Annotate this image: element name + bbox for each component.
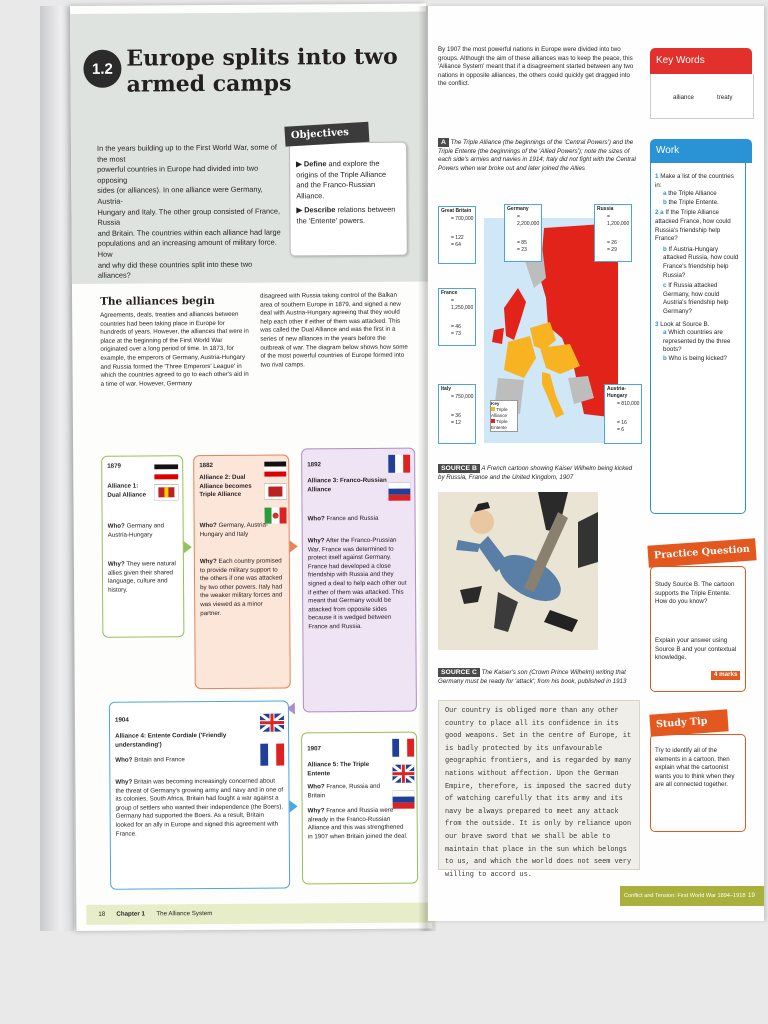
arrow-right-4 — [290, 800, 298, 812]
intro-text: In the years building up to the First World War, some of the most powerful countries in Europe had divided into two opposing sides (or alliances). In one alliance were Germany, Austria- Hungary and Italy. The other group consisted of France, Russia and Britain. The countries within each alliance had large populations and an increasing amount of military force. How and why did these countries split into these two alliances? — [96, 142, 281, 280]
alliance-box-1907: 1907 Alliance 5: The Triple Entente Who? France, Russia and Britain Why? France and Russia were already in the Franco-Russian Alliance and this was strengthened in 1907 when Britain joined the deal. — [301, 732, 418, 885]
stat-russia: Russia = 1,200,000 = 26 = 29 — [594, 204, 632, 262]
key-word-2: treaty — [717, 94, 733, 101]
cartoon-image — [438, 492, 598, 650]
source-a-caption: A The Triple Alliance (the beginnings of the 'Central Powers') and the Triple Entente (the beginnings of the 'Allied Powers'); note the sizes of each side's armies and navies in 1914; Italy did not fight with the Central Powers when war broke out and later joined the Allies — [438, 139, 636, 172]
alliances-heading: The alliances begin — [100, 294, 215, 308]
practice-text-2: Explain your answer using Source B and your contextual knowledge. — [655, 637, 737, 662]
alliance-box-1882: 1882 Alliance 2: Dual Alliance becomes Triple Alliance Who? Germany, Austria-Hungary and Italy Why? Each country promised to provide military support to the others if one was attacked by two other powers. Italy had the weaker military forces and was viewed as a minor partner. — [193, 454, 291, 689]
study-tip-text: Try to identify all of the elements in a cartoon, then explain what the cartoonist wants you to think when they are all connected together. — [655, 747, 735, 789]
section-number: 1.2 — [83, 50, 121, 88]
chapter-label: Chapter 1 — [116, 910, 145, 918]
source-c-caption: SOURCE C The Kaiser's son (Crown Prince Wilhelm) writing that Germany must be ready for 'attack'; from his book, published in 1913 — [438, 669, 627, 685]
work-item: 2 a If the Triple Alliance attacked France, how could Russia's friendship help France? — [655, 209, 731, 243]
stat-germany: Germany = 2,200,000 = 85 = 23 — [504, 204, 542, 262]
right-footer — [620, 886, 764, 906]
stat-france: France = 1,250,000 = 46 = 73 — [438, 288, 476, 346]
work-item: 3 Look at Source B. — [655, 320, 710, 328]
page-title: Europe splits into two armed camps — [126, 43, 398, 98]
map-key: Key Triple Alliance Triple Entente — [490, 400, 518, 432]
chapter-topic: The Alliance System — [156, 910, 213, 918]
practice-question-heading: Practice Question — [647, 538, 756, 567]
arrow-right-1 — [184, 541, 192, 553]
work-box — [650, 163, 746, 514]
right-page — [428, 6, 764, 921]
work-item: a the Triple Alliance — [663, 190, 717, 198]
objectives-heading: Objectives — [284, 122, 369, 147]
study-tip-heading: Study Tip — [649, 709, 728, 736]
study-tip-box — [650, 734, 746, 832]
practice-question-box — [650, 566, 746, 692]
source-c-quote: Our country is obliged more than any other country to place all its confidence in its good weapons. Set in the centre of Europe, it is badly protected by its unfavourable geographic frontiers, and is regarded by many nations without affection. Upon the German Empire, therefore, is imposed the sacred duty of watching carefully that its army and its navy be always prepared to meet any attack from the outside. It is only by reliance upon our brave sword that we shall be able to maintain that place in the sun which belongs to us, and which the world does not seem very willing to accord us. — [438, 700, 640, 870]
key-word-1: alliance — [673, 94, 694, 101]
right-intro: By 1907 the most powerful nations in Europe were divided into two groups. Although the aim of these alliances was to keep the peace, this 'Alliance System' meant that if a disagreement started between any two nations in opposite alliances, the others could quickly get dragged into the conflict. — [438, 46, 634, 88]
stat-italy: Italy = 750,000 = 36 = 12 — [438, 384, 476, 444]
right-footer-text: Conflict and Tension: First World War 1894–1918 — [624, 893, 746, 899]
objectives-box: ▶ Define and explore the origins of the Triple Alliance and the Franco-Russian Alliance. ▶ Describe relations between the 'Entente' powers. — [289, 142, 408, 257]
work-item: b Who is being kicked? — [663, 354, 727, 362]
alliances-col1: Agreements, deals, treaties and alliances between countries had been taking place in Europe for hundreds of years. However, the alliances that were in place at the beginning of the First World War originated over a long period of time. In 1873, for example, the emperors of Germany, Austria-Hungary and Russia formed the 'Three Emperors' League' in which the countries agreed to go to each other's aid in a time of war. However, Germany — [100, 310, 249, 388]
stat-great-britain: Great Britain = 700,000 = 122 = 64 — [438, 206, 476, 264]
source-b-caption: SOURCE B A French cartoon showing Kaiser Wilhelm being kicked by Russia, France and the United Kingdom, 1907 — [438, 465, 633, 481]
left-page — [70, 4, 432, 931]
key-words-box — [650, 74, 754, 119]
work-heading: Work — [650, 139, 752, 163]
alliance-box-1892: 1892 Alliance 3: Franco-Russian Alliance Who? France and Russia Why? After the Franco-Prussian War, France was determined to protect itself against Germany. France had developed a close friendship with Russia and they signed a deal to help each other out if either of them was attacked. This meant that Germany would be attacked from opposite sides because it is wedged between France and Russia. — [301, 448, 417, 713]
work-item: a Which countries are represented by the three boots? — [663, 329, 731, 354]
alliances-col2: disagreed with Russia taking control of the Balkan area of southern Europe in 1879, and signed a new deal with Austria-Hungary agreeing that they would help each other if either of them was attacked. This was called the Dual Alliance and was the first in a series of new alliances in the years before the outbreak of war. The diagram below shows how some of the most powerful countries of Europe formed into two rival camps. — [260, 291, 408, 369]
page-number-left: 18 — [98, 910, 106, 918]
key-words-heading: Key Words — [650, 48, 752, 74]
flags-triple-entente — [392, 739, 415, 815]
alliance-box-1904: 1904 Alliance 4: Entente Cordiale ('Friendly understanding') Who? Britain and France Why? Britain was becoming increasingly concerned about the threat of Germany's growing army and navy and in one of its colonies, South Africa, Britain had fought a war against a group of settlers who wanted their independence (the Boers). Germany had supported the Boers. As a result, Britain looked for an ally in Europe and signed this agreement with France. — [109, 700, 290, 889]
flags-britain-france — [260, 714, 284, 770]
left-footer — [86, 902, 436, 924]
marks-badge: 4 marks — [711, 671, 740, 680]
page-number-right: 19 — [748, 892, 755, 899]
section-header — [70, 12, 428, 284]
stat-austria-hungary: Austria-Hungary = 810,000 = 16 = 6 — [604, 384, 642, 444]
practice-text-1: Study Source B. The cartoon supports the Triple Entente. How do you know? — [655, 581, 735, 606]
work-item: b If Austria-Hungary attacked Russia, how could France's friendship help Russia? — [663, 245, 739, 279]
work-item: b the Triple Entente. — [663, 198, 719, 206]
work-item: c If Russia attacked Germany, how could Austria's friendship help Germany? — [663, 282, 729, 315]
kaiser-cartoon-svg — [438, 492, 598, 650]
alliance-box-1879: 1879 Alliance 1: Dual Alliance Who? Germany and Austria-Hungary Why? They were natural allies given their shared language, culture and history. — [101, 455, 184, 638]
arrow-right-2 — [290, 540, 298, 552]
flags-germany-austria — [154, 464, 178, 500]
work-item: 1 Make a list of the countries in: — [655, 173, 734, 189]
flags-france-russia — [388, 455, 410, 503]
binder-edge — [40, 6, 74, 931]
